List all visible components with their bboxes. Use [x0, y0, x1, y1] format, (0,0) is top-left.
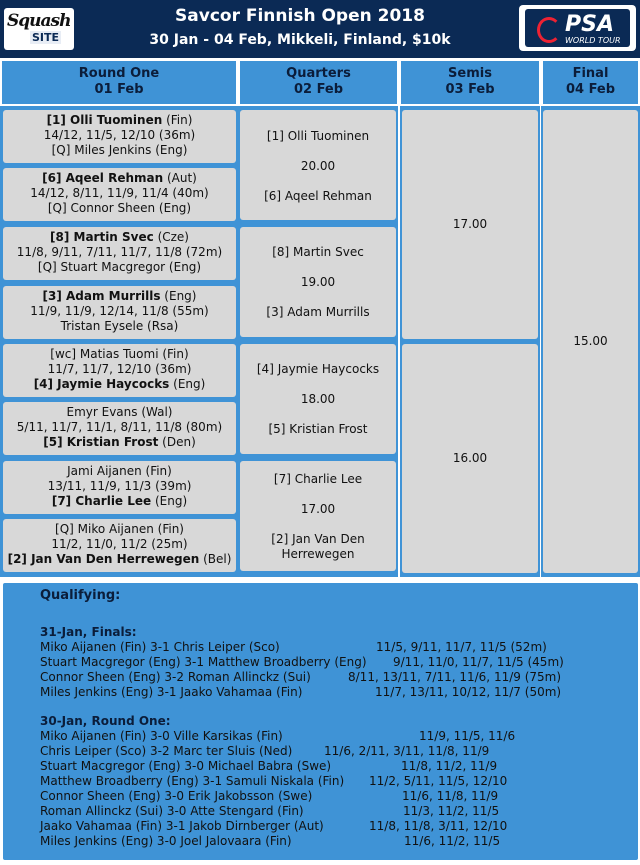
round-one-match: [3, 461, 236, 514]
match-time: 20.00: [300, 159, 336, 173]
winner-name: [7] Charlie Lee: [51, 494, 152, 508]
match-score: 14/12, 11/5, 12/10 (36m): [43, 128, 196, 142]
finals-heading: 31-Jan, Finals:: [40, 625, 137, 639]
match-score: 13/11, 11/9, 11/3 (39m): [47, 479, 192, 493]
winner-country: (Bel): [199, 552, 232, 566]
loser-name: Tristan Eysele (Rsa): [60, 319, 179, 333]
header-bar: [0, 0, 640, 58]
qualifying-score: 11/8, 11/2, 11/9: [401, 759, 498, 773]
quarter-final-match: [240, 344, 396, 454]
qualifying-panel: [3, 583, 638, 860]
loser-name: Emyr Evans (Wal): [66, 405, 173, 419]
column-title: Semis: [448, 66, 492, 81]
match-time: 15.00: [573, 334, 608, 348]
qualifying-score: 11/2, 5/11, 11/5, 12/10: [369, 774, 508, 788]
psa-logo[interactable]: [519, 5, 636, 51]
qualifying-match: Stuart Macgregor (Eng) 3-1 Matthew Broadberry (Eng): [40, 655, 367, 669]
player-one: [8] Martin Svec: [272, 245, 364, 259]
squash-ball-icon: [537, 17, 561, 43]
player-one: [1] Olli Tuominen: [266, 129, 370, 143]
quarter-final-match: [240, 461, 396, 571]
loser-name: [Q] Connor Sheen (Eng): [47, 201, 192, 215]
column-header-semis: [401, 61, 539, 104]
qualifying-match: Jaako Vahamaa (Fin) 3-1 Jakob Dirnberger (Aut): [40, 819, 324, 833]
winner-country: (Fin): [162, 113, 193, 127]
player-two: [3] Adam Murrills: [266, 305, 370, 319]
match-score: 5/11, 11/7, 11/1, 8/11, 11/8 (80m): [16, 420, 223, 434]
match-score: 11/9, 11/9, 12/14, 11/8 (55m): [30, 304, 209, 318]
column-header-final: [543, 61, 638, 104]
qualifying-title: Qualifying:: [40, 588, 121, 603]
round-one-match: [3, 168, 236, 221]
qualifying-score: 11/8, 11/8, 3/11, 12/10: [369, 819, 508, 833]
qualifying-score: 11/9, 11/5, 11/6: [419, 729, 516, 743]
match-time: 19.00: [300, 275, 336, 289]
loser-name: [Q] Miko Aijanen (Fin): [55, 522, 184, 536]
round-one-match: [3, 227, 236, 280]
round-one-match: [3, 110, 236, 163]
round-one-match: [3, 344, 236, 397]
qualifying-match: Miles Jenkins (Eng) 3-0 Joel Jalovaara (Fin): [40, 834, 292, 848]
qualifying-match: Miko Aijanen (Fin) 3-0 Ville Karsikas (Fin): [40, 729, 283, 743]
column-date: 02 Feb: [293, 82, 344, 97]
psa-logo-text: PSA: [565, 12, 614, 37]
qualifying-score: 11/6, 11/2, 11/5: [404, 834, 501, 848]
column-date: 03 Feb: [445, 82, 495, 97]
winner-country: (Den): [158, 435, 196, 449]
psa-logo-subtext: WORLD TOUR: [565, 36, 621, 45]
qualifying-match: Miko Aijanen (Fin) 3-1 Chris Leiper (Sco): [40, 640, 280, 654]
loser-name: [Q] Stuart Macgregor (Eng): [37, 260, 202, 274]
player-one: [4] Jaymie Haycocks: [256, 362, 380, 376]
match-time: 18.00: [300, 392, 336, 406]
round-one-match: [3, 402, 236, 455]
winner-country: (Eng): [160, 289, 197, 303]
winner-name: [2] Jan Van Den Herrewegen: [7, 552, 200, 566]
winner-country: (Cze): [153, 230, 189, 244]
player-two: [2] Jan Van Den: [271, 532, 365, 546]
squashsite-logo[interactable]: [4, 8, 74, 50]
loser-name: [wc] Matias Tuomi (Fin): [50, 347, 189, 361]
qualifying-match: Connor Sheen (Eng) 3-0 Erik Jakobsson (Swe): [40, 789, 313, 803]
quarter-final-match: [240, 227, 396, 337]
page-subtitle: 30 Jan - 04 Feb, Mikkeli, Finland, $10k: [149, 32, 451, 48]
page-title: Savcor Finnish Open 2018: [175, 6, 425, 26]
match-score: 14/12, 8/11, 11/9, 11/4 (40m): [30, 186, 209, 200]
column-date: 04 Feb: [565, 82, 616, 97]
column-date: 01 Feb: [94, 82, 144, 97]
winner-name: [3] Adam Murrills: [42, 289, 161, 303]
winner-country: (Eng): [151, 494, 188, 508]
match-score: 11/7, 11/7, 12/10 (36m): [47, 362, 192, 376]
player-one: [7] Charlie Lee: [273, 472, 363, 486]
column-header-round-one: [2, 61, 236, 104]
column-title: Final: [572, 66, 609, 81]
winner-name: [1] Olli Tuominen: [46, 113, 163, 127]
qualifying-match: Miles Jenkins (Eng) 3-1 Jaako Vahamaa (Fin): [40, 685, 303, 699]
player-two-continued: Herrewegen: [281, 547, 355, 561]
semi-final-match: [402, 344, 538, 573]
qualifying-match: Matthew Broadberry (Eng) 3-1 Samuli Niskala (Fin): [40, 774, 345, 788]
qualifying-score: 11/6, 2/11, 3/11, 11/8, 11/9: [324, 744, 490, 758]
qualifying-match: Roman Allinckz (Sui) 3-0 Atte Stengard (Fin): [40, 804, 304, 818]
qualifying-score: 9/11, 11/0, 11/7, 11/5 (45m): [393, 655, 564, 669]
winner-country: (Aut): [163, 171, 197, 185]
psa-logo-mark: [525, 9, 630, 47]
logo-subtext: SITE: [32, 31, 60, 44]
round-one-match: [3, 286, 236, 339]
logo-text: Squash: [7, 11, 71, 31]
final-match: [543, 110, 638, 573]
winner-name: [5] Kristian Frost: [43, 435, 159, 449]
winner-name: [4] Jaymie Haycocks: [33, 377, 170, 391]
match-time: 16.00: [452, 451, 488, 465]
column-title: Quarters: [286, 66, 351, 81]
winner-country: (Eng): [169, 377, 206, 391]
winner-name: [6] Aqeel Rehman: [42, 171, 164, 185]
loser-name: Jami Aijanen (Fin): [67, 464, 172, 478]
qualifying-match: Chris Leiper (Sco) 3-2 Marc ter Sluis (Ned): [40, 744, 293, 758]
round-one-heading: 30-Jan, Round One:: [40, 714, 171, 728]
qualifying-match: Stuart Macgregor (Eng) 3-0 Michael Babra (Swe): [40, 759, 332, 773]
quarter-final-match: [240, 110, 396, 220]
column-header-quarters: [240, 61, 397, 104]
qualifying-match: Connor Sheen (Eng) 3-2 Roman Allinckz (Sui): [40, 670, 311, 684]
player-two: [5] Kristian Frost: [268, 422, 368, 436]
round-one-match: [3, 519, 236, 572]
qualifying-score: 11/6, 11/8, 11/9: [402, 789, 499, 803]
player-two: [6] Aqeel Rehman: [264, 189, 372, 203]
match-time: 17.00: [300, 502, 336, 516]
semi-final-match: [402, 110, 538, 339]
qualifying-score: 11/5, 9/11, 11/7, 11/5 (52m): [376, 640, 547, 654]
match-score: 11/8, 9/11, 7/11, 11/7, 11/8 (72m): [16, 245, 223, 259]
qualifying-score: 8/11, 13/11, 7/11, 11/6, 11/9 (75m): [348, 670, 562, 684]
column-title: Round One: [78, 66, 160, 81]
winner-name: [8] Martin Svec: [50, 230, 154, 244]
qualifying-score: 11/3, 11/2, 11/5: [403, 804, 500, 818]
qualifying-score: 11/7, 13/11, 10/12, 11/7 (50m): [375, 685, 562, 699]
match-time: 17.00: [452, 217, 488, 231]
match-score: 11/2, 11/0, 11/2 (25m): [51, 537, 188, 551]
loser-name: [Q] Miles Jenkins (Eng): [51, 143, 188, 157]
